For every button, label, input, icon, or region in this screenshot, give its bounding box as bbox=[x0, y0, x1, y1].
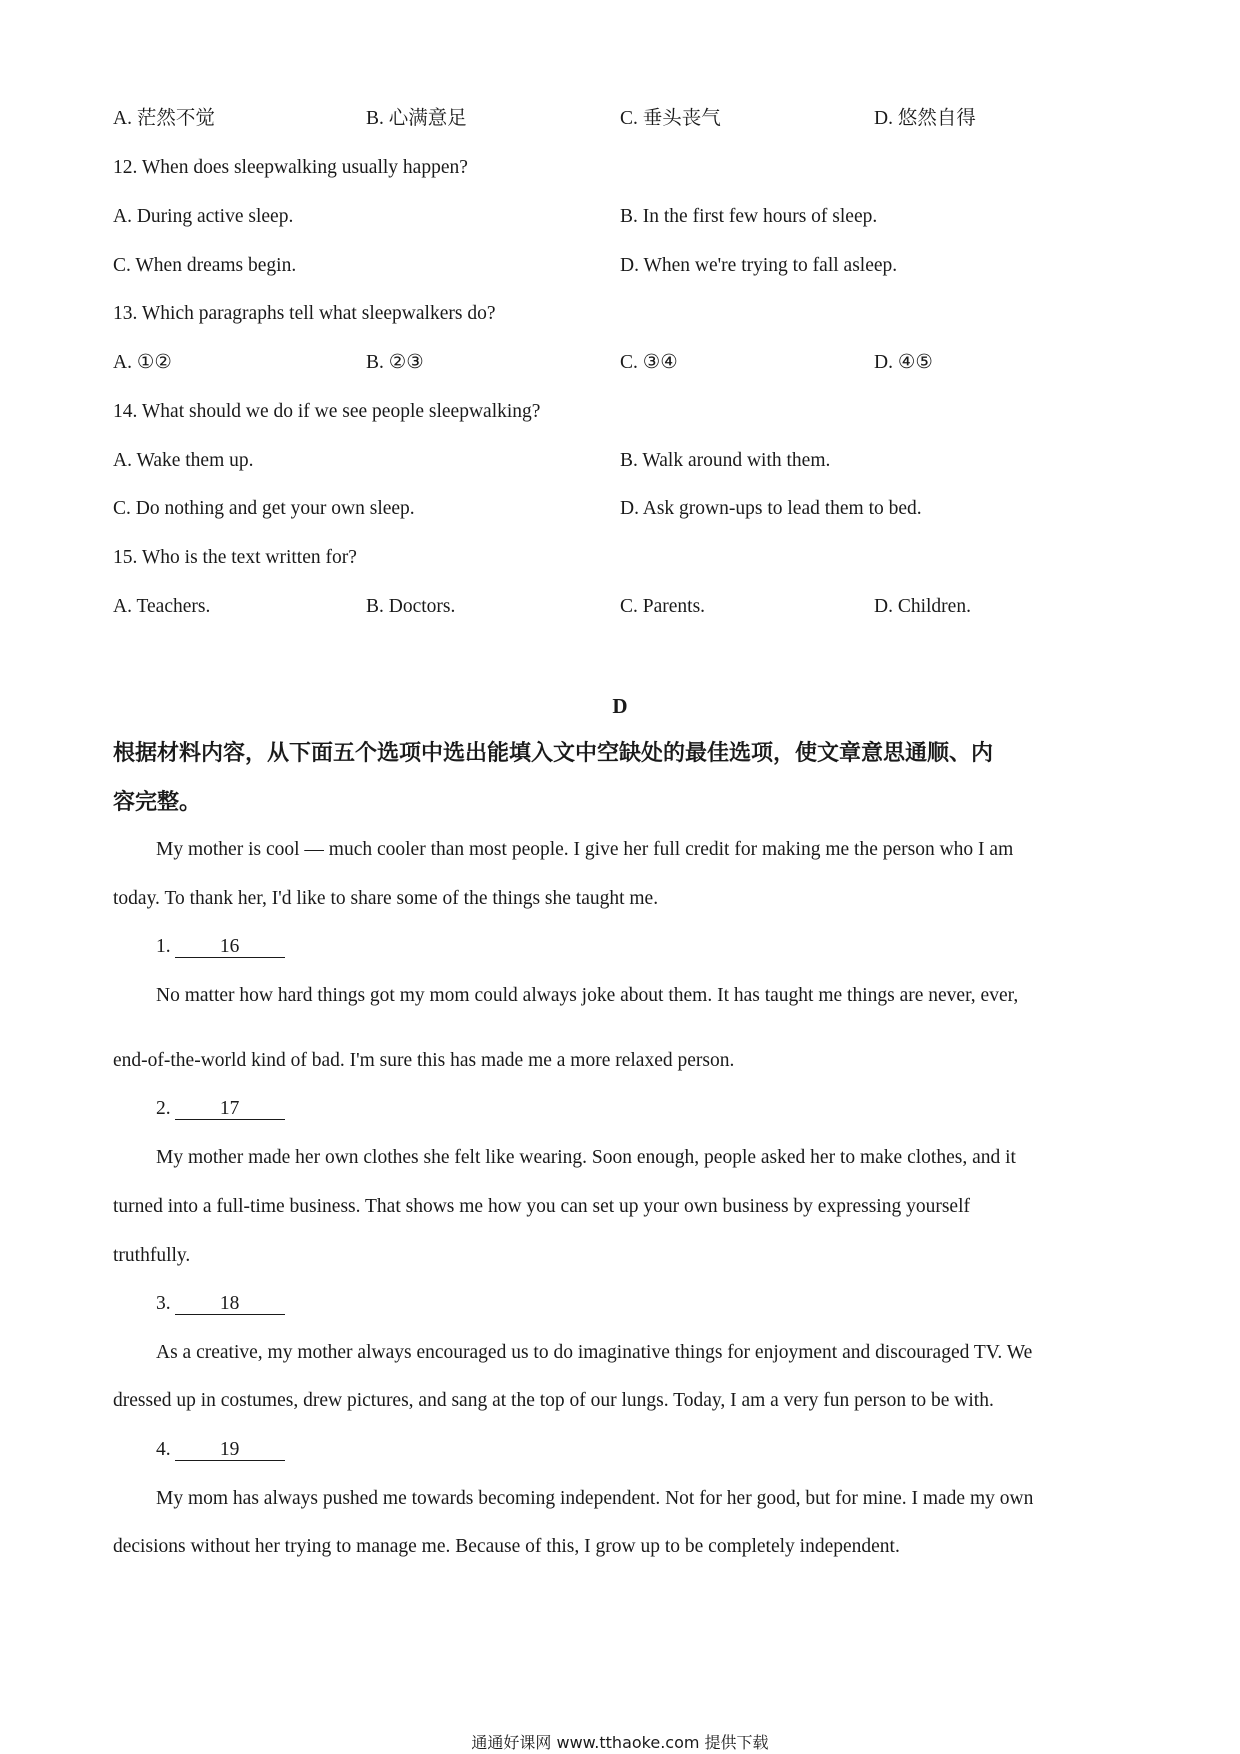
section-d-heading: D bbox=[612, 694, 628, 718]
blank-item-1 bbox=[156, 935, 285, 959]
blank-number: 2. bbox=[156, 1098, 171, 1119]
q15-option-c: C. Parents. bbox=[620, 596, 706, 617]
q12-question: 12. When does sleepwalking usually happen? bbox=[113, 157, 468, 178]
intro-line-2: today. To thank her, I'd like to share some of the things she taught me. bbox=[113, 888, 659, 909]
q15-option-d: D. Children. bbox=[874, 596, 971, 617]
item-3-line-1: As a creative, my mother always encouraged us to do imaginative things for enjoyment and discouraged TV. We bbox=[156, 1342, 1033, 1363]
item-2-line-3: truthfully. bbox=[113, 1245, 191, 1266]
q13-question: 13. Which paragraphs tell what sleepwalkers do? bbox=[113, 303, 496, 324]
q11-option-c: C. 垂头丧气 bbox=[620, 108, 721, 129]
blank-number: 4. bbox=[156, 1439, 171, 1460]
item-2-line-2: turned into a full-time business. That shows me how you can set up your own business by expressing yourself bbox=[113, 1196, 970, 1217]
q12-option-b: B. In the first few hours of sleep. bbox=[620, 206, 878, 227]
blank-item-2 bbox=[156, 1097, 285, 1121]
q15-option-a: A. Teachers. bbox=[113, 596, 211, 617]
q14-question: 14. What should we do if we see people sleepwalking? bbox=[113, 401, 541, 422]
q13-option-c: C. ③④ bbox=[620, 352, 678, 373]
blank-answer-slot: 18 bbox=[175, 1294, 285, 1315]
q11-option-a: A. 茫然不觉 bbox=[113, 108, 215, 129]
item-2-line-1: My mother made her own clothes she felt like wearing. Soon enough, people asked her to make clothes, and it bbox=[156, 1147, 1016, 1168]
blank-item-3 bbox=[156, 1292, 285, 1316]
item-4-line-1: My mom has always pushed me towards becoming independent. Not for her good, but for mine. I made my own bbox=[156, 1488, 1034, 1509]
q11-option-b: B. 心满意足 bbox=[366, 108, 467, 129]
q11-option-d: D. 悠然自得 bbox=[874, 108, 976, 129]
page-footer: 通通好课网 www.tthaoke.com 提供下载 bbox=[471, 1733, 769, 1752]
blank-number: 3. bbox=[156, 1293, 171, 1314]
blank-answer-slot: 19 bbox=[175, 1440, 285, 1461]
blank-answer-slot: 16 bbox=[175, 937, 285, 958]
blank-item-4 bbox=[156, 1438, 285, 1462]
blank-number: 1. bbox=[156, 936, 171, 957]
item-1-line-2: end-of-the-world kind of bad. I'm sure this has made me a more relaxed person. bbox=[113, 1050, 735, 1071]
q13-option-a: A. ①② bbox=[113, 352, 172, 373]
q12-option-c: C. When dreams begin. bbox=[113, 255, 297, 276]
q12-option-a: A. During active sleep. bbox=[113, 206, 294, 227]
blank-answer-slot: 17 bbox=[175, 1099, 285, 1120]
q13-option-b: B. ②③ bbox=[366, 352, 424, 373]
q14-option-b: B. Walk around with them. bbox=[620, 450, 831, 471]
q12-option-d: D. When we're trying to fall asleep. bbox=[620, 255, 898, 276]
item-3-line-2: dressed up in costumes, drew pictures, and sang at the top of our lungs. Today, I am a very fun person to be with. bbox=[113, 1390, 994, 1411]
item-4-line-2: decisions without her trying to manage me. Because of this, I grow up to be completely independent. bbox=[113, 1536, 900, 1557]
q14-option-d: D. Ask grown-ups to lead them to bed. bbox=[620, 498, 922, 519]
q15-option-b: B. Doctors. bbox=[366, 596, 456, 617]
intro-line-1: My mother is cool — much cooler than most people. I give her full credit for making me the person who I am bbox=[156, 839, 1014, 860]
q14-option-c: C. Do nothing and get your own sleep. bbox=[113, 498, 415, 519]
q15-question: 15. Who is the text written for? bbox=[113, 547, 357, 568]
section-d-instruction-line2: 容完整。 bbox=[113, 789, 202, 814]
q14-option-a: A. Wake them up. bbox=[113, 450, 254, 471]
q13-option-d: D. ④⑤ bbox=[874, 352, 933, 373]
section-d-instruction-line1: 根据材料内容，从下面五个选项中选出能填入文中空缺处的最佳选项，使文章意思通顺、内 bbox=[113, 740, 994, 765]
item-1-line-1: No matter how hard things got my mom could always joke about them. It has taught me things are never, ever, bbox=[156, 985, 1019, 1006]
